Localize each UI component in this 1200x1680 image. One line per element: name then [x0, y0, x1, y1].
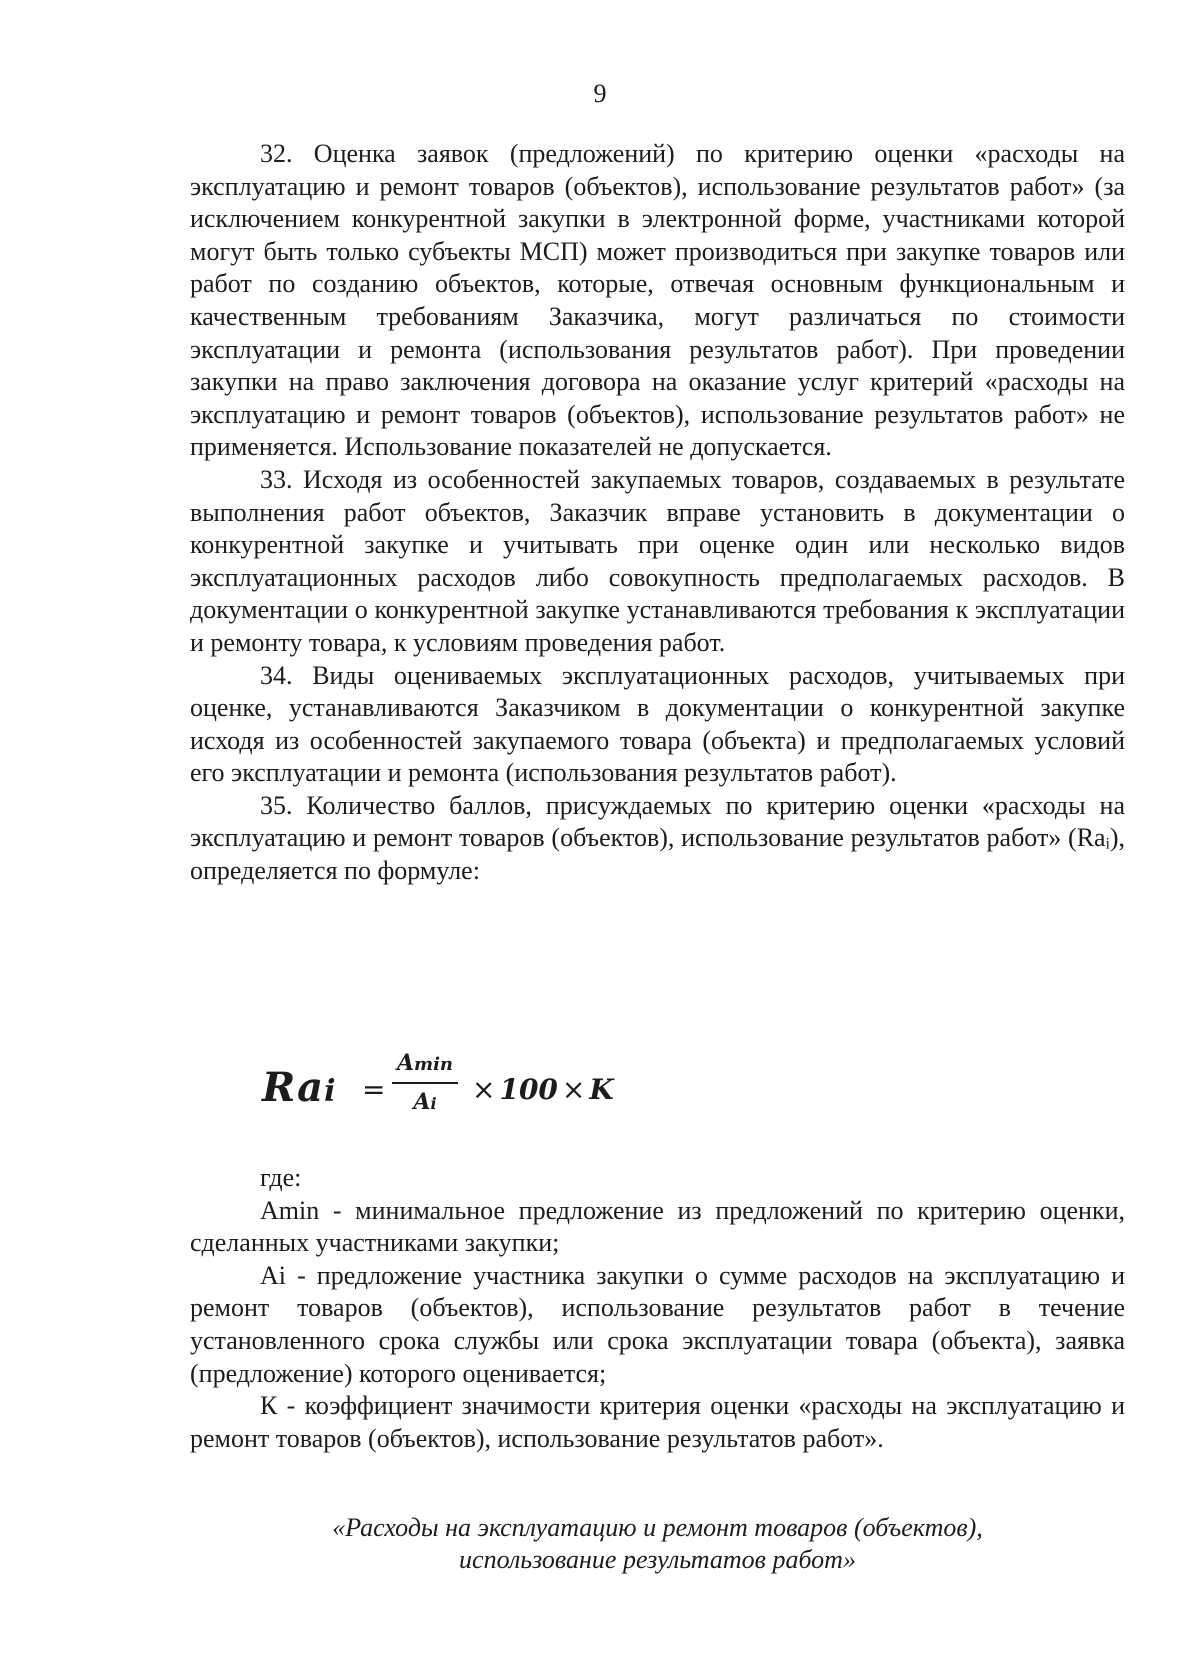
- formula-numerator-main: A: [396, 1050, 415, 1076]
- section-heading-line-1: «Расходы на эксплуатацию и ремонт товаров (объектов),: [332, 1513, 983, 1542]
- scoring-formula: [262, 1050, 682, 1160]
- formula-constant: 100: [499, 1073, 558, 1106]
- formula-times-2: ×: [561, 1073, 586, 1106]
- paragraph-35: 35. Количество баллов, присуждаемых по критерию оценки «расходы на эксплуатацию и ремонт товаров (объектов), использование результатов работ» (Raᵢ), определяется по формуле:: [190, 790, 1125, 886]
- formula-lhs-sub: i: [324, 1074, 337, 1109]
- body-text: [190, 138, 1125, 888]
- section-heading: [190, 1512, 1125, 1576]
- page-number: 9: [593, 79, 607, 108]
- legend-item-k: К - коэффициент значимости критерия оценки «расходы на эксплуатацию и ремонт товаров (объектов), использование результатов работ».: [190, 1391, 1125, 1453]
- formula-times-1: ×: [472, 1073, 496, 1106]
- formula-denominator-main: A: [413, 1089, 431, 1115]
- formula-denominator: [390, 1086, 460, 1120]
- paragraph-33: 33. Исходя из особенностей закупаемых товаров, создаваемых в результате выполнения работ объектов, Заказчик вправе установить в документации о конкурентной закупке и учитывать при оценке один или несколько видов эксплуатационных расходов либо совокупность предполагаемых расходов. В документации о конкурентной закупке устанавливаются требования к эксплуатации и ремонту товара, к условиям проведения работ.: [190, 464, 1125, 657]
- formula-fraction: [390, 1048, 460, 1120]
- formula-fraction-bar: [392, 1082, 458, 1084]
- formula-numerator-sub: min: [414, 1054, 454, 1075]
- paragraph-32: 32. Оценка заявок (предложений) по критерию оценки «расходы на эксплуатацию и ремонт товаров (объектов), использование результатов работ» (за исключением конкурентной закупки в электронной форме, участниками которой могут быть только субъекты МСП) может производиться при закупке товаров или работ по созданию объектов, которые, отвечая основным функциональным и качественным требованиям Заказчика, могут различаться по стоимости эксплуатации и ремонта (использования результатов работ). При проведении закупки на право заключения договора на оказание услуг критерий «расходы на эксплуатацию и ремонт товаров (объектов), использование результатов работ» не применяется. Использование показателей не допускается.: [190, 139, 1125, 462]
- section-heading-line-2: использование результатов работ»: [459, 1545, 856, 1574]
- formula-lhs: [262, 1064, 336, 1116]
- formula-multipliers: [468, 1070, 614, 1110]
- formula-denominator-sub: i: [430, 1094, 437, 1113]
- formula-equals: =: [362, 1073, 386, 1106]
- legend-item-amin: Amin - минимальное предложение из предложений по критерию оценки, сделанных участниками закупки;: [190, 1195, 1125, 1258]
- formula-lhs-main: Ra: [262, 1064, 325, 1111]
- legend-item-ai: Ai - предложение участника закупки о сумме расходов на эксплуатацию и ремонт товаров (объектов), использование результатов работ в течение установленного срока службы или срока эксплуатации товара (объекта), заявка (предложение) которого оценивается;: [190, 1260, 1125, 1388]
- legend-intro: где:: [260, 1163, 302, 1192]
- formula-coefficient: K: [589, 1073, 614, 1106]
- paragraph-34: 34. Виды оцениваемых эксплуатационных расходов, учитываемых при оценке, устанавливаются Заказчиком в документации о конкурентной закупке исходя из особенностей закупаемого товара (объекта) и предполагаемых условий его эксплуатации и ремонта (использования результатов работ).: [190, 660, 1125, 788]
- formula-numerator: [390, 1048, 460, 1080]
- formula-legend: [190, 1162, 1125, 1455]
